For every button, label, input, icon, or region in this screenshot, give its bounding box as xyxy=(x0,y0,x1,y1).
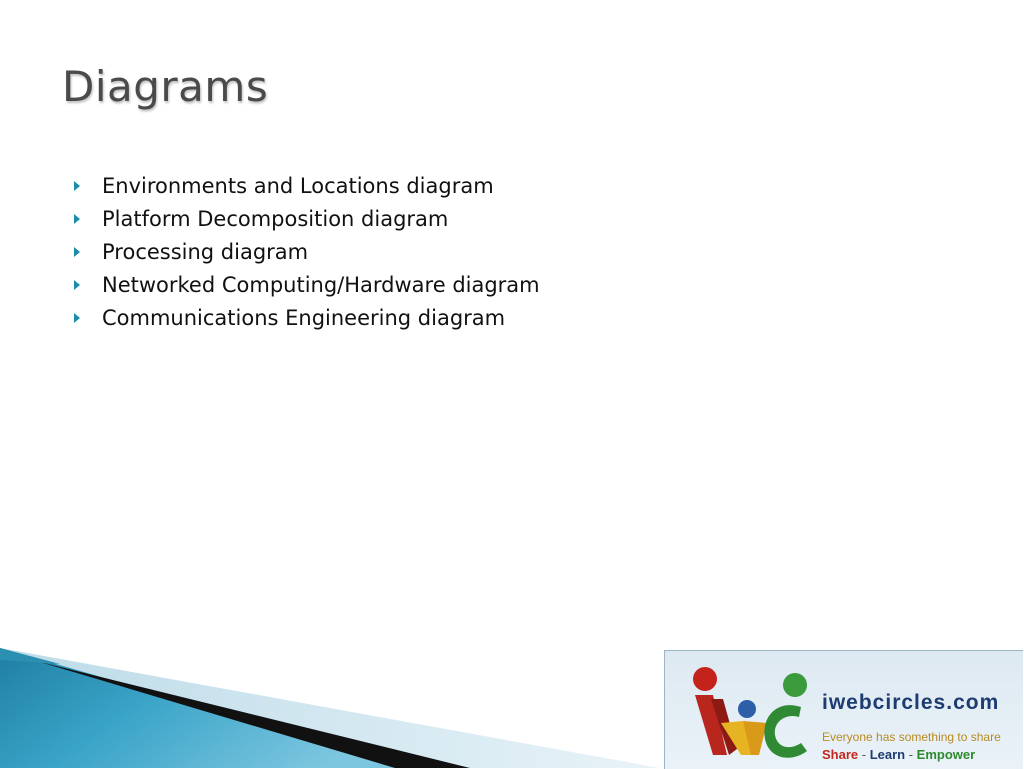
triangle-bullet-icon xyxy=(74,181,80,191)
iwebcircles-logo-icon xyxy=(683,659,818,767)
logo-motto xyxy=(822,747,975,762)
logo-tagline: Everyone has something to share xyxy=(822,730,1001,744)
motto-share: Share xyxy=(822,747,859,762)
motto-separator: - xyxy=(858,747,870,762)
bullet-text: Networked Computing/Hardware diagram xyxy=(102,272,540,297)
bullet-text: Platform Decomposition diagram xyxy=(102,206,449,231)
bullet-text: Communications Engineering diagram xyxy=(102,305,506,330)
bullet-item xyxy=(74,169,540,202)
triangle-bullet-icon xyxy=(74,280,80,290)
bullet-list xyxy=(74,169,540,334)
motto-separator: - xyxy=(905,747,917,762)
bullet-item xyxy=(74,268,540,301)
motto-empower: Empower xyxy=(916,747,976,762)
decorative-swoosh xyxy=(0,640,700,768)
triangle-bullet-icon xyxy=(74,214,80,224)
bullet-item xyxy=(74,235,540,268)
triangle-bullet-icon xyxy=(74,313,80,323)
bullet-text: Processing diagram xyxy=(102,239,309,264)
motto-learn: Learn xyxy=(869,747,906,762)
bullet-item xyxy=(74,301,540,334)
logo-name: iwebcircles.com xyxy=(822,691,1000,714)
triangle-bullet-icon xyxy=(74,247,80,257)
slide-title: Diagrams xyxy=(62,62,269,111)
bullet-text: Environments and Locations diagram xyxy=(102,173,494,198)
logo-banner xyxy=(664,650,1023,769)
bullet-item xyxy=(74,202,540,235)
